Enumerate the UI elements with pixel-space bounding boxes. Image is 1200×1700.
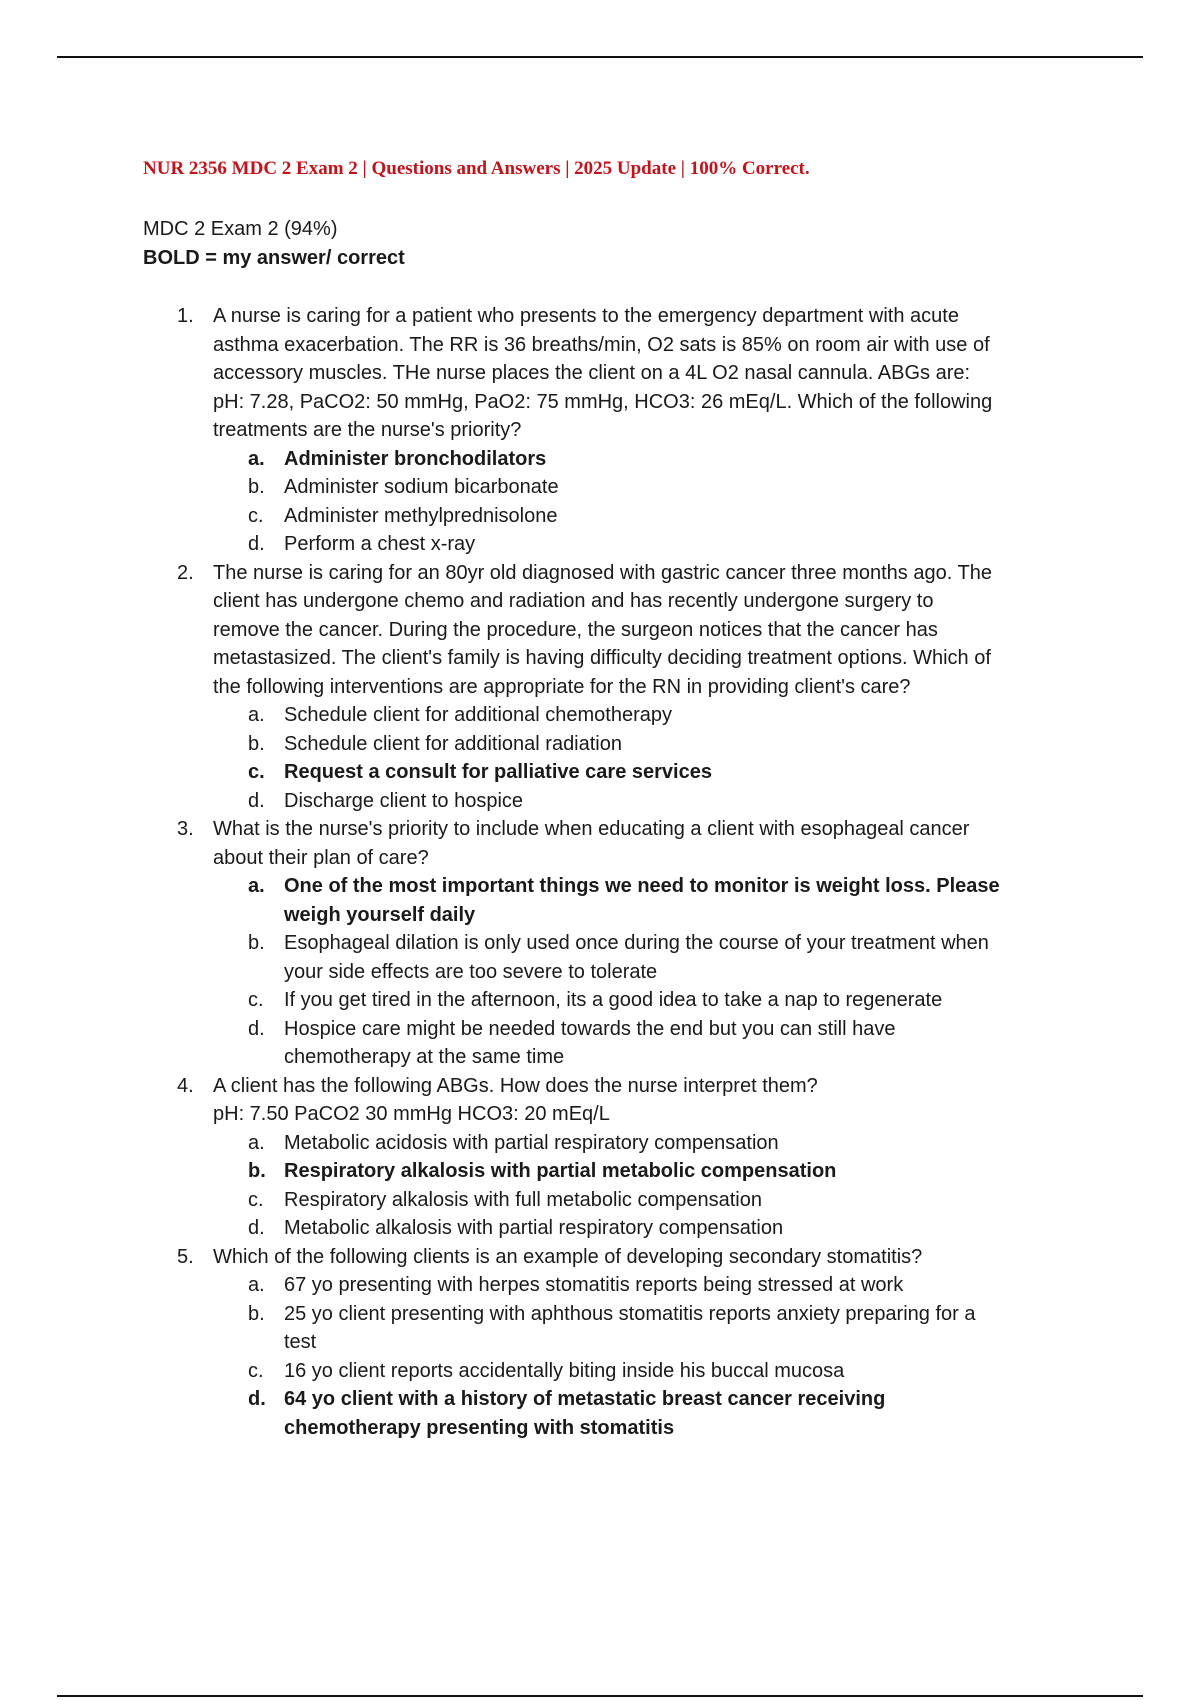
question-text-line: remove the cancer. During the procedure, the surgeon notices that the cancer has	[213, 618, 938, 641]
answer-option-correct	[0, 872, 1064, 929]
option-letter: c.	[248, 1359, 264, 1382]
question-text-line: the following interventions are appropriate for the RN in providing client's care?	[213, 675, 911, 698]
option-letter: b.	[248, 932, 265, 954]
option-letter: d.	[248, 533, 265, 555]
option-letter: a.	[248, 1274, 265, 1296]
option-letter: c.	[248, 989, 264, 1011]
option-text-line: chemotherapy at the same time	[284, 1046, 565, 1068]
document-title: NUR 2356 MDC 2 Exam 2 | Questions and Answers | 2025 Update | 100% Correct.	[143, 158, 810, 179]
bold-legend: BOLD = my answer/ correct	[143, 247, 405, 269]
answer-option-correct	[0, 1157, 1064, 1186]
question-text-line: metastasized. The client's family is having difficulty deciding treatment options. Which of	[213, 647, 991, 669]
option-text-line: Respiratory alkalosis with partial metabolic compensation	[284, 1160, 837, 1182]
option-text	[284, 730, 1064, 759]
option-text-line: Administer methylprednisolone	[284, 504, 558, 527]
option-text-line: If you get tired in the afternoon, its a good idea to take a nap to regenerate	[284, 989, 943, 1011]
answer-options	[0, 1129, 1064, 1243]
option-text-line: your side effects are too severe to tolerate	[284, 960, 658, 983]
option-text	[284, 1385, 1064, 1442]
option-letter: b.	[248, 476, 265, 498]
option-text-line: Schedule client for additional radiation	[284, 732, 622, 755]
answer-options	[0, 1271, 1064, 1442]
option-text	[284, 1214, 1064, 1243]
answer-option	[0, 1015, 1064, 1072]
option-text-line: Esophageal dilation is only used once during the course of your treatment when	[284, 932, 989, 954]
option-text	[284, 1300, 1064, 1357]
answer-option	[0, 986, 1064, 1015]
option-text	[284, 758, 1064, 787]
option-text	[284, 1157, 1064, 1186]
question-text-line: accessory muscles. THe nurse places the client on a 4L O2 nasal cannula. ABGs are:	[213, 362, 971, 384]
answer-option	[0, 787, 1064, 816]
option-letter: a.	[248, 1131, 265, 1154]
option-text-line: Request a consult for palliative care services	[284, 761, 712, 783]
option-text	[284, 1186, 1064, 1215]
option-letter: c.	[248, 504, 264, 527]
option-text-line: chemotherapy presenting with stomatitis	[284, 1416, 675, 1439]
question-text	[213, 302, 1063, 445]
question-text-line: treatments are the nurse's priority?	[213, 419, 522, 441]
option-text-line: Respiratory alkalosis with full metabolic compensation	[284, 1188, 762, 1211]
answer-options	[0, 701, 1064, 815]
option-letter: a.	[248, 875, 265, 897]
exam-subtitle: MDC 2 Exam 2 (94%)	[143, 218, 338, 240]
answer-option-correct	[0, 758, 1064, 787]
option-text	[284, 445, 1064, 474]
option-text	[284, 701, 1064, 730]
top-rule	[57, 56, 1143, 58]
answer-options	[0, 872, 1064, 1072]
question-text-line: The nurse is caring for an 80yr old diagnosed with gastric cancer three months ago. The	[213, 561, 992, 584]
answer-option	[0, 473, 1064, 502]
option-text-line: 16 yo client reports accidentally biting inside his buccal mucosa	[284, 1359, 845, 1382]
question-number: 1.	[177, 305, 194, 327]
option-letter: d.	[248, 1017, 265, 1040]
option-text-line: test	[284, 1331, 317, 1353]
question-text-line: What is the nurse's priority to include when educating a client with esophageal cancer	[213, 818, 970, 840]
option-letter: d.	[248, 1217, 265, 1239]
option-text	[284, 1015, 1064, 1072]
answer-option	[0, 730, 1064, 759]
option-text-line: 67 yo presenting with herpes stomatitis reports being stressed at work	[284, 1274, 904, 1296]
question-item	[0, 1243, 1064, 1443]
option-text-line: 25 yo client presenting with aphthous stomatitis reports anxiety preparing for a	[284, 1302, 976, 1325]
question-item	[0, 815, 1064, 1072]
option-text-line: Discharge client to hospice	[284, 789, 524, 812]
answer-option-correct	[0, 445, 1064, 474]
question-item	[0, 302, 1064, 559]
option-letter: d.	[248, 1388, 266, 1410]
option-text	[284, 1129, 1064, 1158]
answer-option	[0, 1129, 1064, 1158]
option-text	[284, 929, 1064, 986]
answer-option	[0, 1214, 1064, 1243]
option-text	[284, 872, 1064, 929]
option-text	[284, 1357, 1064, 1386]
question-text	[213, 559, 1063, 702]
question-number: 3.	[177, 818, 194, 840]
option-letter: b.	[248, 732, 265, 755]
answer-option	[0, 502, 1064, 531]
option-text-line: Schedule client for additional chemotherapy	[284, 704, 673, 726]
answer-option-correct	[0, 1385, 1064, 1442]
option-text-line: Metabolic acidosis with partial respiratory compensation	[284, 1131, 779, 1154]
answer-option	[0, 1271, 1064, 1300]
option-text-line: Administer sodium bicarbonate	[284, 476, 559, 498]
answer-option	[0, 701, 1064, 730]
bottom-rule	[57, 1695, 1143, 1697]
question-item	[0, 559, 1064, 816]
answer-option	[0, 530, 1064, 559]
question-number: 4.	[177, 1074, 194, 1097]
option-letter: b.	[248, 1160, 266, 1182]
option-text-line: One of the most important things we need to monitor is weight loss. Please	[284, 875, 1000, 897]
question-text-line: pH: 7.50 PaCO2 30 mmHg HCO3: 20 mEq/L	[213, 1103, 610, 1125]
option-letter: d.	[248, 789, 265, 812]
option-letter: b.	[248, 1302, 265, 1325]
question-number: 2.	[177, 561, 194, 584]
question-item	[0, 1072, 1064, 1243]
option-letter: a.	[248, 447, 265, 470]
answer-option	[0, 1357, 1064, 1386]
option-letter: c.	[248, 1188, 264, 1211]
option-text-line: 64 yo client with a history of metastatic breast cancer receiving	[284, 1388, 886, 1410]
option-text-line: Perform a chest x-ray	[284, 533, 476, 555]
option-text-line: Administer bronchodilators	[284, 447, 547, 470]
question-text-line: about their plan of care?	[213, 846, 429, 869]
option-letter: a.	[248, 704, 265, 726]
option-text-line: Metabolic alkalosis with partial respiratory compensation	[284, 1217, 784, 1239]
answer-option	[0, 1300, 1064, 1357]
question-text-line: Which of the following clients is an example of developing secondary stomatitis?	[213, 1245, 923, 1268]
answer-options	[0, 445, 1064, 559]
option-letter: c.	[248, 761, 265, 783]
option-text	[284, 787, 1064, 816]
question-text-line: A nurse is caring for a patient who presents to the emergency department with acute	[213, 305, 959, 327]
option-text	[284, 502, 1064, 531]
question-text	[213, 1072, 1063, 1129]
question-number: 5.	[177, 1245, 194, 1268]
option-text-line: weigh yourself daily	[284, 903, 476, 926]
answer-option	[0, 929, 1064, 986]
question-text-line: client has undergone chemo and radiation and has recently undergone surgery to	[213, 590, 934, 612]
option-text	[284, 473, 1064, 502]
question-text-line: pH: 7.28, PaCO2: 50 mmHg, PaO2: 75 mmHg, HCO3: 26 mEq/L. Which of the following	[213, 390, 993, 413]
option-text	[284, 530, 1064, 559]
question-text	[213, 1243, 1063, 1272]
option-text	[284, 1271, 1064, 1300]
question-text	[213, 815, 1063, 872]
question-list	[0, 302, 1064, 1442]
question-text-line: asthma exacerbation. The RR is 36 breaths/min, O2 sats is 85% on room air with use of	[213, 333, 990, 356]
option-text-line: Hospice care might be needed towards the end but you can still have	[284, 1017, 896, 1040]
question-text-line: A client has the following ABGs. How does the nurse interpret them?	[213, 1074, 818, 1097]
answer-option	[0, 1186, 1064, 1215]
option-text	[284, 986, 1064, 1015]
